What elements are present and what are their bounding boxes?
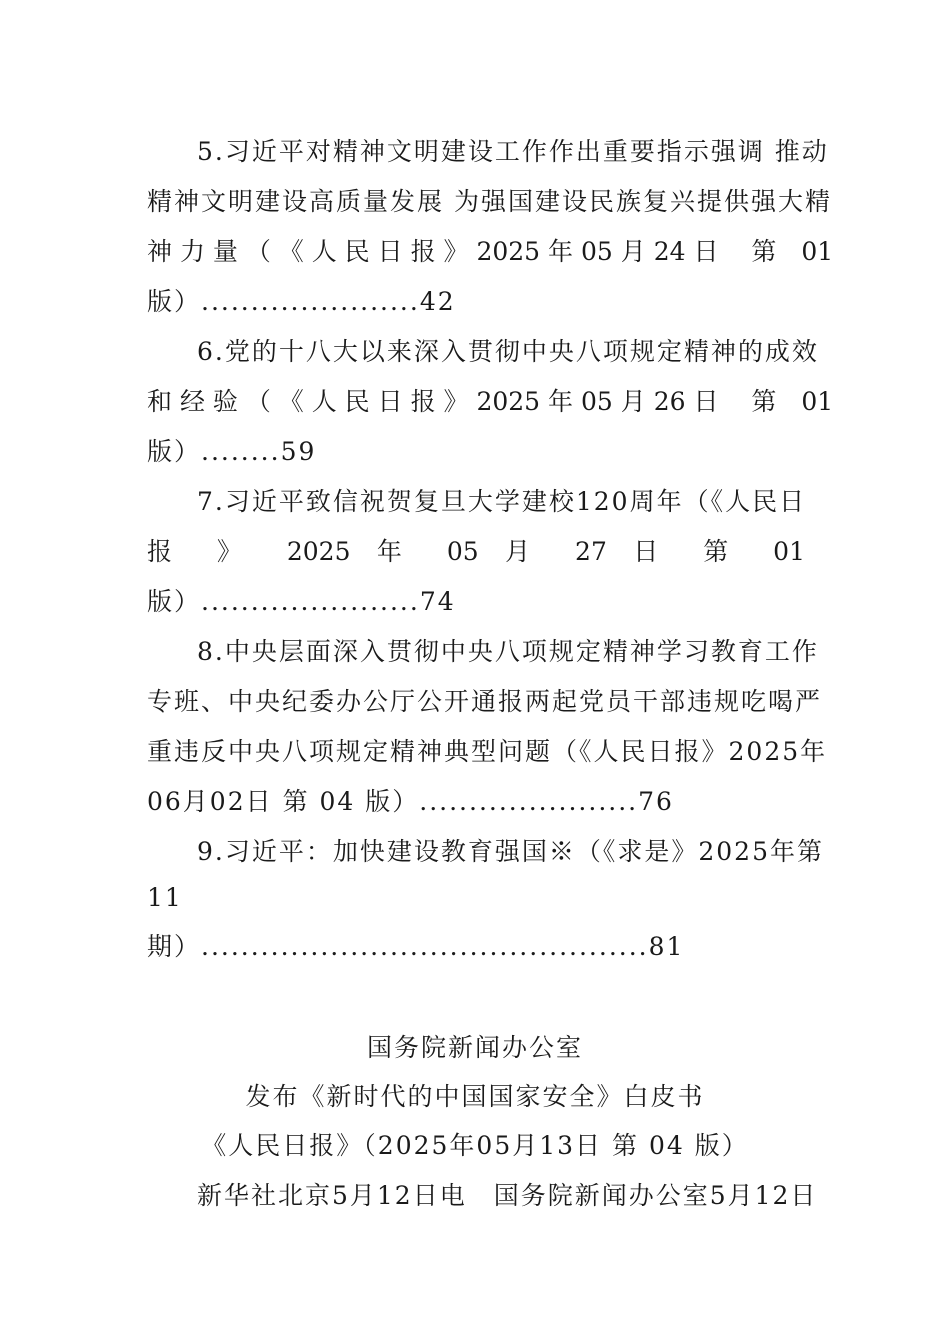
- toc-entry-7-line-2: 报 》 2025 年 05 月 27 日 第 01: [147, 537, 805, 566]
- toc-entry-5-line-3: 神 力 量 （ 《 人 民 日 报 》 2025 年 05 月 24 日 第 01: [147, 237, 834, 266]
- toc-entry-9-line-2: 11: [147, 883, 183, 912]
- article-source: 《人民日报》（2025年05月13日 第 04 版）: [201, 1131, 749, 1160]
- toc-entry-6-line-2: 和 经 验 （ 《 人 民 日 报 》 2025 年 05 月 26 日 第 01: [147, 387, 834, 416]
- toc-entry-5-page: 版）......................42: [147, 287, 456, 316]
- toc-entry-5-line-1: 5.习近平对精神文明建设工作作出重要指示强调 推动: [197, 137, 829, 166]
- toc-entry-7-page: 版）......................74: [147, 587, 456, 616]
- article-org: 国务院新闻办公室: [366, 1033, 583, 1062]
- toc-entry-9-page: 期）.............................................81: [147, 932, 685, 961]
- toc-entry-9-line-1: 9.习近平：加快建设教育强国※（《求是》2025年第: [197, 837, 824, 866]
- toc-entry-8-line-3: 重违反中央八项规定精神典型问题（《人民日报》2025年: [147, 737, 828, 766]
- toc-entry-8-line-1: 8.中央层面深入贯彻中央八项规定精神学习教育工作: [197, 637, 819, 666]
- article-title: 发布《新时代的中国国家安全》白皮书: [245, 1082, 705, 1111]
- toc-entry-7-line-1: 7.习近平致信祝贺复旦大学建校120周年（《人民日: [197, 487, 807, 516]
- toc-entry-6-line-1: 6.党的十八大以来深入贯彻中央八项规定精神的成效: [197, 337, 819, 366]
- toc-entry-8-page: 06月02日 第 04 版）......................76: [147, 787, 674, 816]
- toc-entry-5-line-2: 精神文明建设高质量发展 为强国建设民族复兴提供强大精: [147, 187, 832, 216]
- toc-entry-8-line-2: 专班、中央纪委办公厅公开通报两起党员干部违规吃喝严: [147, 687, 823, 716]
- article-lead: 新华社北京5月12日电 国务院新闻办公室5月12日: [197, 1181, 818, 1210]
- toc-entry-6-page: 版）........59: [147, 437, 317, 466]
